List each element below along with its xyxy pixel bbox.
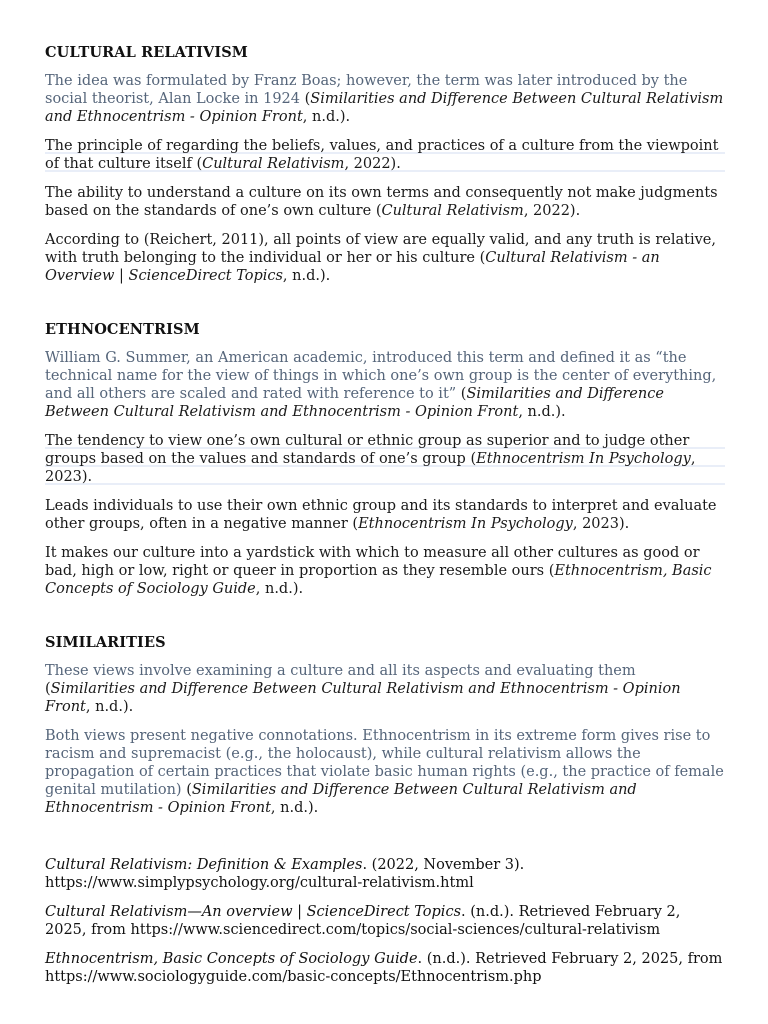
citation-title: Similarities and Difference Between Cultural Relativism and Ethnocentrism - Opinion Front (45, 386, 664, 420)
reference-entry (45, 856, 725, 892)
citation-title: Similarities and Difference Between Cultural Relativism and Ethnocentrism - Opinion Front (45, 681, 681, 715)
citation-rest: , 2022). (344, 156, 401, 172)
citation-title: Ethnocentrism In Psychology (476, 451, 691, 467)
paragraph (45, 662, 725, 716)
paragraph-text: The idea was formulated by Franz Boas; however, the term was later introduced by the social theorist, Alan Locke in 1924 (45, 73, 688, 107)
paragraph-text: The principle of regarding the beliefs, values, and practices of a culture from the viewpoint of that culture itself (45, 138, 719, 172)
citation-open: ( (186, 782, 192, 798)
paragraph-text: These views involve examining a culture and all its aspects and evaluating them (45, 663, 636, 679)
paragraph-text: William G. Summer, an American academic, introduced this term and defined it as “the technical name for the view of things in which one’s own group is the center of everything, and all others are scaled and rated with reference to it” (45, 350, 717, 402)
section-cultural-relativism (45, 44, 725, 285)
paragraph-text: According to (Reichert, 2011), all points of view are equally valid, and any truth is relative, with truth belonging to the individual or her or his culture (45, 232, 716, 266)
paragraph-text: Both views present negative connotations. Ethnocentrism in its extreme form gives rise to racism and supremacist (e.g., the holocaust), while cultural relativism allows the propagation of certain practices that violate basic human rights (e.g., the practice of female genital mutilation) (45, 728, 724, 798)
citation-rest: , n.d.). (302, 109, 351, 125)
section-heading: CULTURAL RELATIVISM (45, 44, 248, 61)
citation-title: Ethnocentrism In Psychology (358, 516, 573, 532)
citation-open: ( (548, 563, 555, 579)
paragraph (45, 432, 725, 486)
document-body (45, 44, 725, 997)
section-heading: ETHNOCENTRISM (45, 321, 200, 338)
paragraph (45, 349, 725, 421)
citation-rest: , 2023). (45, 451, 696, 485)
reference-entry (45, 950, 725, 986)
citation-title: Cultural Relativism (202, 156, 345, 172)
section-heading: SIMILARITIES (45, 634, 166, 651)
citation-rest: , 2022). (523, 203, 581, 219)
citation-open: ( (304, 91, 311, 107)
reference-details: . (2022, November 3). https://www.simplypsychology.org/cultural-relativism.html (45, 857, 525, 891)
reference-details: . (n.d.). Retrieved February 2, 2025, from https://www.sociologyguide.com/basic-concepts/Ethnocentrism.php (45, 951, 723, 985)
citation-title: Cultural Relativism (381, 203, 524, 219)
paragraph (45, 72, 725, 126)
section-similarities (45, 634, 725, 817)
reference-details: . (n.d.). Retrieved February 2, 2025, from https://www.sciencedirect.com/topics/social-sciences/cultural-relativism (45, 904, 681, 938)
paragraph-text: It makes our culture into a yardstick with which to measure all other cultures as good or bad, high or low, right or queer in proportion as they resemble ours (45, 545, 700, 579)
citation-open: ( (460, 386, 467, 402)
citation-open: ( (352, 516, 359, 532)
citation-title: Cultural Relativism - an Overview | ScienceDirect Topics (45, 250, 660, 284)
citation-open: ( (479, 250, 486, 266)
paragraph (45, 137, 725, 173)
paragraph (45, 727, 725, 817)
paragraph (45, 544, 725, 598)
paragraph (45, 231, 725, 285)
section-ethnocentrism (45, 321, 725, 598)
citation-title: Similarities and Difference Between Cultural Relativism and Ethnocentrism - Opinion Front (45, 91, 724, 125)
citation-title: Ethnocentrism, Basic Concepts of Sociology Guide (45, 563, 712, 597)
citation-open: ( (375, 203, 382, 219)
citation-title: Similarities and Difference Between Cultural Relativism and Ethnocentrism - Opinion Front (45, 782, 637, 816)
paragraph-text: The tendency to view one’s own cultural or ethnic group as superior and to judge other groups based on the values and standards of one’s group (45, 433, 690, 467)
section-spacer (45, 296, 725, 321)
reference-title: Cultural Relativism: Definition & Examples (45, 857, 363, 873)
citation-rest: , n.d.). (255, 581, 304, 597)
citation-open: ( (470, 451, 477, 467)
citation-rest: , n.d.). (270, 800, 319, 816)
reference-title: Cultural Relativism—An overview | ScienceDirect Topics (45, 904, 462, 920)
paragraph (45, 184, 725, 220)
reference-entry (45, 903, 725, 939)
paragraph (45, 497, 725, 533)
citation-rest: , n.d.). (518, 404, 566, 420)
citation-open: ( (45, 681, 51, 697)
references-list (45, 856, 725, 986)
citation-rest: , n.d.). (85, 699, 134, 715)
references-spacer (45, 828, 725, 856)
section-spacer (45, 609, 725, 634)
paragraph-text: The ability to understand a culture on its own terms and consequently not make judgments based on the standards of one’s own culture (45, 185, 718, 219)
citation-rest: , n.d.). (282, 268, 331, 284)
citation-rest: , 2023). (572, 516, 630, 532)
citation-open: ( (196, 156, 203, 172)
paragraph-text: Leads individuals to use their own ethnic group and its standards to interpret and evaluate other groups, often in a negative manner (45, 498, 717, 532)
reference-title: Ethnocentrism, Basic Concepts of Sociology Guide (45, 951, 418, 967)
